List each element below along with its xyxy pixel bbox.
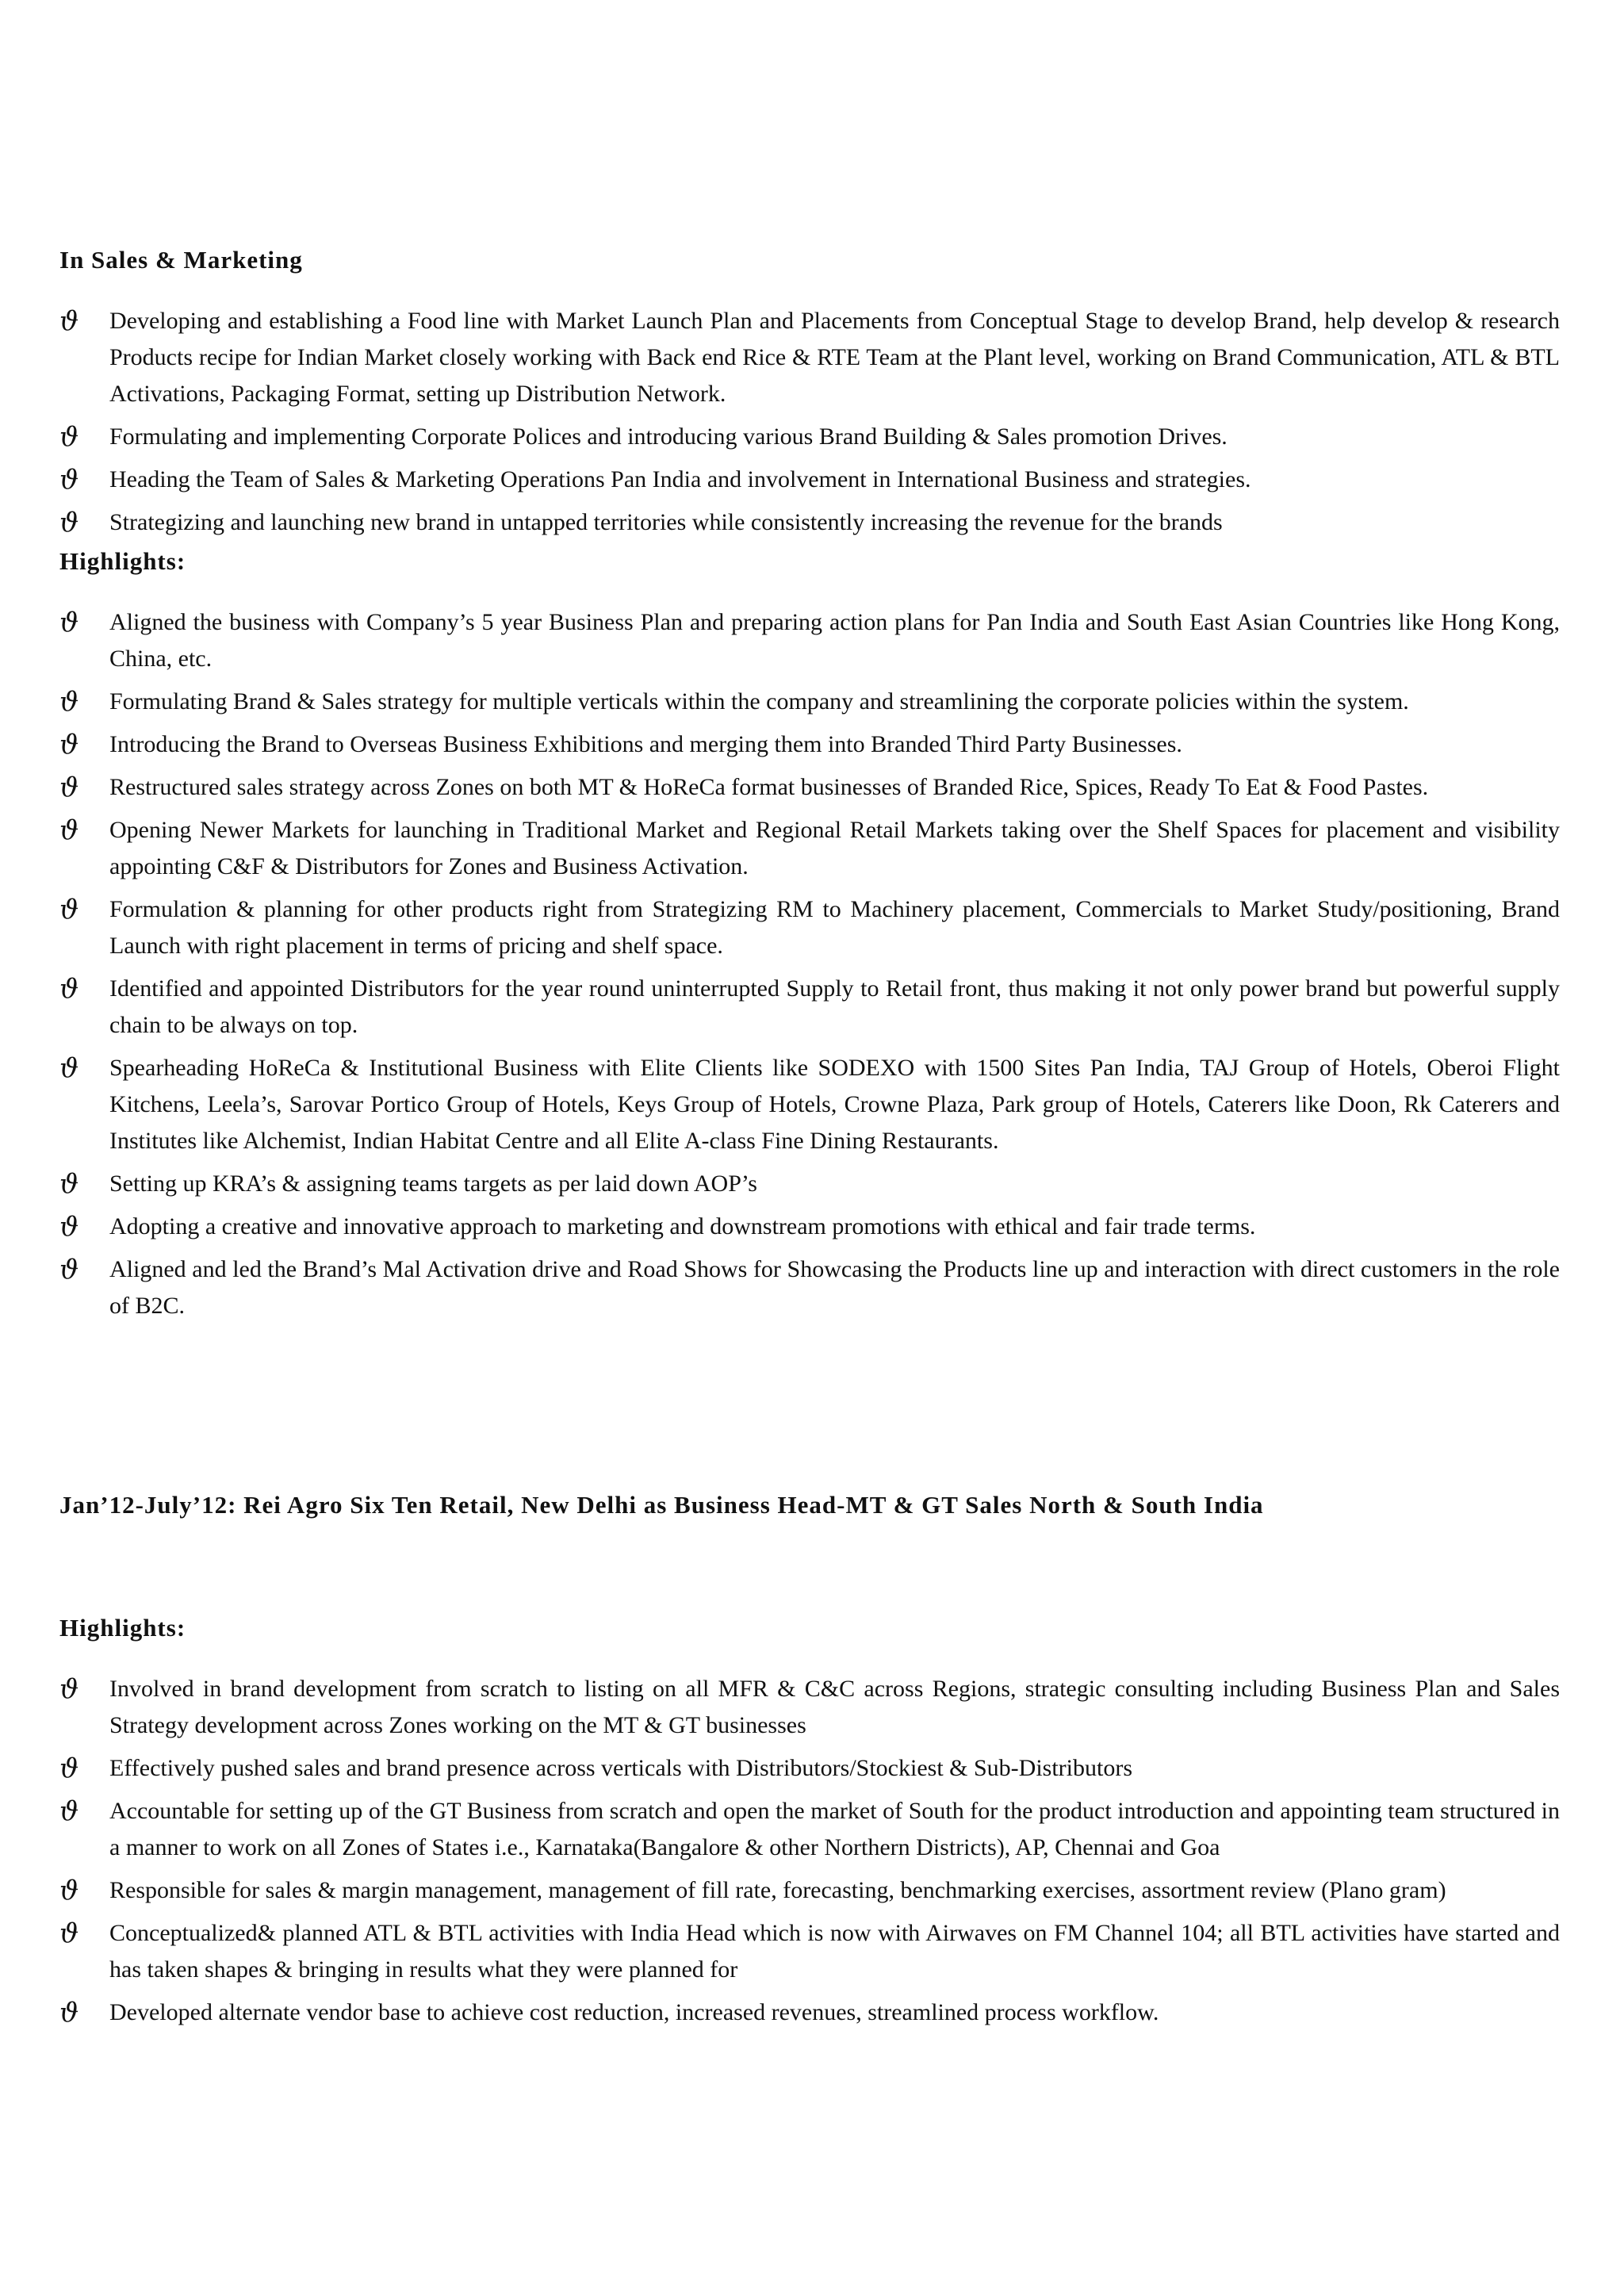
bullet-icon: ϑ	[59, 973, 79, 1005]
list-item-text: Introducing the Brand to Overseas Business Exhibitions and merging them into Branded Third Party Businesses.	[109, 731, 1182, 757]
list-item-text: Accountable for setting up of the GT Business from scratch and open the market of South for the product introduction and appointing team structured in a manner to work on all Zones of States i.e., Karnataka(Bangalore & other Northern Districts), AP, Chennai and Goa	[109, 1798, 1560, 1860]
list-item-text: Identified and appointed Distributors for the year round uninterrupted Supply to Retail front, thus making it not only power brand but powerful supply chain to be always on top.	[109, 975, 1560, 1038]
list-item	[59, 971, 1560, 1044]
list-item	[59, 462, 1560, 498]
bullet-icon: ϑ	[59, 1997, 79, 2029]
bullet-icon: ϑ	[59, 1875, 79, 1906]
bullet-icon: ϑ	[59, 894, 79, 925]
section-heading-sales-marketing: In Sales & Marketing	[59, 246, 303, 274]
bullet-icon: ϑ	[59, 814, 79, 846]
list-item-text: Developing and establishing a Food line with Market Launch Plan and Placements from Conceptual Stage to develop Brand, help develop & research Products recipe for Indian Market closely working with Back end Rice & RTE Team at the Plant level, working on Brand Communication, ATL & BTL Activations, Packaging Format, setting up Distribution Network.	[109, 308, 1560, 407]
list-item	[59, 303, 1560, 412]
list-item	[59, 1050, 1560, 1159]
list-item	[59, 1872, 1560, 1909]
bullet-icon: ϑ	[59, 464, 79, 496]
list-item	[59, 604, 1560, 677]
list-item	[59, 504, 1560, 541]
list-item	[59, 1994, 1560, 2031]
list-item	[59, 1671, 1560, 1744]
list-item-text: Developed alternate vendor base to achieve cost reduction, increased revenues, streamlined process workflow.	[109, 1999, 1159, 2025]
job-title-heading: Jan’12-July’12: Rei Agro Six Ten Retail, New Delhi as Business Head-MT & GT Sales North & South India	[59, 1491, 1264, 1519]
list-item	[59, 769, 1560, 806]
list-item-text: Opening Newer Markets for launching in Traditional Market and Regional Retail Markets taking over the Shelf Spaces for placement and visibility appointing C&F & Distributors for Zones and Business Activation.	[109, 817, 1560, 879]
list-item-text: Heading the Team of Sales & Marketing Operations Pan India and involvement in International Business and strategies.	[109, 466, 1251, 492]
section-heading-highlights-2: Highlights:	[59, 1614, 186, 1642]
section-heading-highlights: Highlights:	[59, 547, 186, 575]
list-item	[59, 1209, 1560, 1245]
list-item	[59, 1793, 1560, 1866]
bullet-icon: ϑ	[59, 729, 79, 761]
bullet-icon: ϑ	[59, 1795, 79, 1827]
bullet-icon: ϑ	[59, 1753, 79, 1784]
list-item-text: Formulation & planning for other products right from Strategizing RM to Machinery placement, Commercials to Market Study/positioning, Brand Launch with right placement in terms of pricing and shelf space.	[109, 896, 1560, 959]
list-item-text: Adopting a creative and innovative approach to marketing and downstream promotions with ethical and fair trade terms.	[109, 1213, 1256, 1239]
bullet-icon: ϑ	[59, 686, 79, 718]
list-item	[59, 419, 1560, 455]
list-item-text: Responsible for sales & margin management, management of fill rate, forecasting, benchmarking exercises, assortment review (Plano gram)	[109, 1877, 1446, 1903]
list-item-text: Conceptualized& planned ATL & BTL activities with India Head which is now with Airwaves on FM Channel 104; all BTL activities have started and has taken shapes & bringing in results what they were planned for	[109, 1920, 1560, 1983]
bullet-icon: ϑ	[59, 305, 79, 337]
list-item-text: Aligned and led the Brand’s Mal Activation drive and Road Shows for Showcasing the Products line up and interaction with direct customers in the role of B2C.	[109, 1256, 1560, 1319]
list-item	[59, 1915, 1560, 1988]
bullet-icon: ϑ	[59, 1254, 79, 1285]
bullet-icon: ϑ	[59, 421, 79, 453]
list-item-text: Strategizing and launching new brand in untapped territories while consistently increasing the revenue for the brands	[109, 509, 1223, 535]
list-item-text: Restructured sales strategy across Zones on both MT & HoReCa format businesses of Branded Rice, Spices, Ready To Eat & Food Pastes.	[109, 774, 1429, 800]
list-item	[59, 1166, 1560, 1202]
list-item	[59, 684, 1560, 720]
bullet-icon: ϑ	[59, 1052, 79, 1084]
highlights-list	[59, 604, 1560, 1331]
bullet-icon: ϑ	[59, 1673, 79, 1705]
bullet-icon: ϑ	[59, 1918, 79, 1949]
highlights-list-2	[59, 1671, 1560, 2037]
list-item-text: Involved in brand development from scratch to listing on all MFR & C&C across Regions, strategic consulting including Business Plan and Sales Strategy development across Zones working on the MT & GT businesses	[109, 1676, 1560, 1738]
list-item-text: Setting up KRA’s & assigning teams targets as per laid down AOP’s	[109, 1170, 757, 1197]
list-item	[59, 1251, 1560, 1324]
bullet-icon: ϑ	[59, 507, 79, 538]
list-item	[59, 1750, 1560, 1787]
list-item-text: Formulating and implementing Corporate Polices and introducing various Brand Building & Sales promotion Drives.	[109, 423, 1228, 450]
list-item	[59, 812, 1560, 885]
list-item	[59, 891, 1560, 964]
bullet-icon: ϑ	[59, 1168, 79, 1200]
bullet-icon: ϑ	[59, 772, 79, 803]
list-item	[59, 726, 1560, 763]
list-item-text: Formulating Brand & Sales strategy for multiple verticals within the company and streamlining the corporate policies within the system.	[109, 688, 1409, 715]
list-item-text: Aligned the business with Company’s 5 year Business Plan and preparing action plans for Pan India and South East Asian Countries like Hong Kong, China, etc.	[109, 609, 1560, 672]
sales-marketing-list	[59, 303, 1560, 547]
bullet-icon: ϑ	[59, 1211, 79, 1243]
list-item-text: Spearheading HoReCa & Institutional Business with Elite Clients like SODEXO with 1500 Sites Pan India, TAJ Group of Hotels, Oberoi Flight Kitchens, Leela’s, Sarovar Portico Group of Hotels, Keys Group of Hotels, Crowne Plaza, Park group of Hotels, Caterers like Doon, Rk Caterers and Institutes like Alchemist, Indian Habitat Centre and all Elite A-class Fine Dining Restaurants.	[109, 1055, 1560, 1154]
bullet-icon: ϑ	[59, 607, 79, 638]
list-item-text: Effectively pushed sales and brand presence across verticals with Distributors/Stockiest & Sub-Distributors	[109, 1755, 1132, 1781]
